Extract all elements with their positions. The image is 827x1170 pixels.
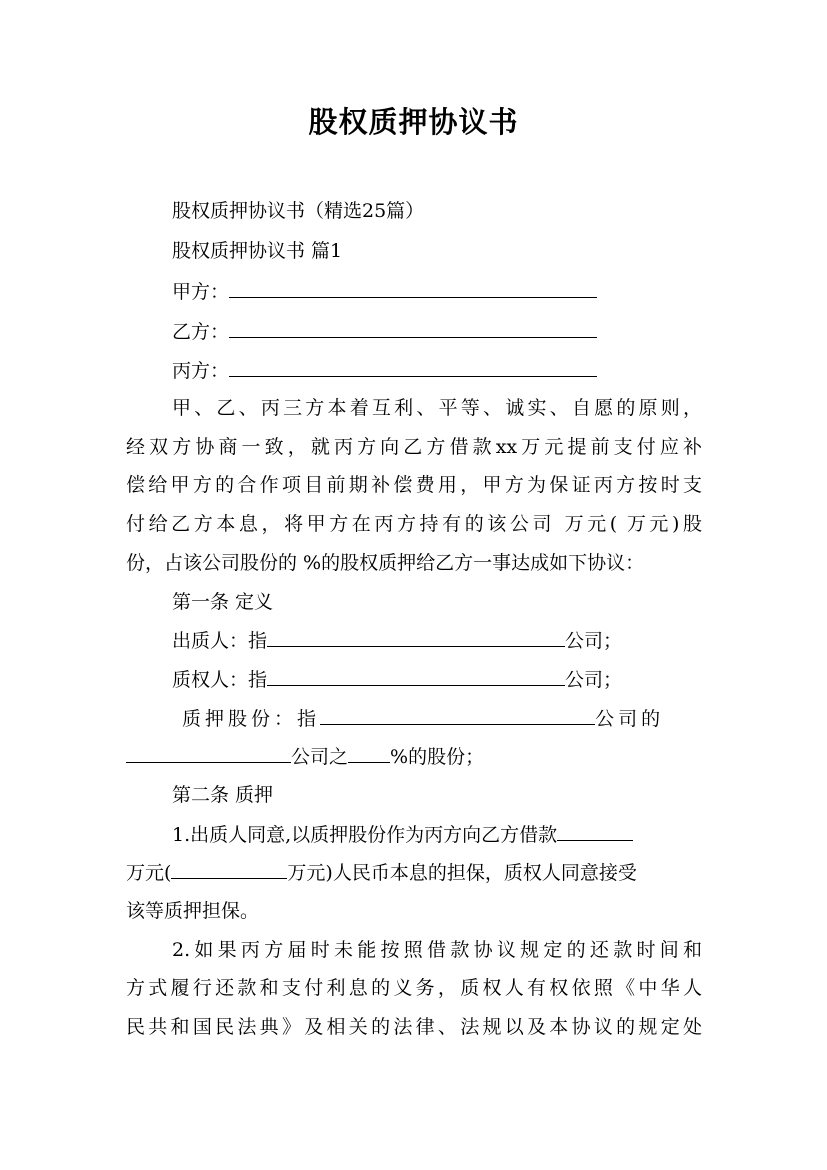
pledgor-blank — [267, 625, 565, 647]
clause1-line1 — [172, 819, 702, 849]
pledgor-prefix: 出质人：指 — [172, 630, 268, 652]
pledged-shares-suffix: 公司的 — [595, 708, 665, 730]
section-heading: 股权质押协议书 篇1 — [172, 240, 343, 262]
clause1-line3: 该等质押担保。 — [126, 900, 260, 922]
document-title: 股权质押协议书 — [308, 105, 519, 139]
intro-line: 付给乙方本息，将甲方在丙方持有的该公司 万元( 万元)股 — [126, 513, 702, 535]
pledged-shares-blank — [320, 703, 595, 725]
clause2-line: 方式履行还款和支付利息的义务，质权人有权依照《中华人 — [126, 977, 702, 999]
pledged-company-blank — [126, 741, 291, 763]
intro-line: 经双方协商一致，就丙方向乙方借款xx万元提前支付应补 — [126, 436, 702, 458]
party-b-blank — [229, 316, 597, 338]
clause1-prefix: 万元( — [126, 862, 172, 884]
article2-heading: 第二条 质押 — [172, 784, 274, 806]
clause2-line: 2.如果丙方届时未能按照借款协议规定的还款时间和 — [172, 939, 702, 961]
pledged-shares-line2 — [126, 741, 702, 771]
pledgee-line — [172, 664, 702, 694]
intro-line: 偿给甲方的合作项目前期补偿费用，甲方为保证丙方按时支 — [126, 474, 702, 496]
party-a-blank — [229, 276, 597, 298]
pledged-shares-line — [172, 703, 702, 733]
pledgee-blank — [267, 664, 565, 686]
intro-line: 份，占该公司股份的 %的股权质押给乙方一事达成如下协议： — [126, 552, 645, 574]
party-c-blank — [229, 355, 597, 377]
pledgor-line — [172, 625, 702, 655]
clause1-line2 — [126, 857, 702, 887]
loan-amount-words-blank — [171, 857, 287, 879]
party-a-line — [172, 276, 702, 306]
clause1-text: 1.出质人同意,以质押股份作为丙方向乙方借款 — [172, 824, 558, 846]
clause1-suffix: 万元)人民币本息的担保，质权人同意接受 — [287, 862, 637, 884]
document-subtitle: 股权质押协议书（精选25篇） — [172, 200, 425, 222]
pledgee-suffix: 公司； — [565, 669, 623, 691]
article1-heading: 第一条 定义 — [172, 591, 274, 613]
pledgor-suffix: 公司； — [565, 630, 623, 652]
party-a-label: 甲方： — [172, 281, 230, 303]
pledged-shares-prefix: 质押股份：指 — [182, 708, 321, 730]
loan-amount-blank — [557, 819, 633, 841]
pledged-percent-blank — [348, 741, 390, 763]
pledged-shares-end: %的股份； — [390, 746, 485, 768]
intro-line: 甲、乙、丙三方本着互利、平等、诚实、自愿的原则， — [172, 397, 702, 419]
party-c-line — [172, 355, 702, 385]
pledged-shares-mid: 公司之 — [291, 746, 349, 768]
clause2-line: 民共和国民法典》及相关的法律、法规以及本协议的规定处 — [126, 1016, 702, 1038]
party-b-line — [172, 316, 702, 346]
party-c-label: 丙方： — [172, 360, 230, 382]
pledgee-prefix: 质权人：指 — [172, 669, 268, 691]
party-b-label: 乙方： — [172, 321, 230, 343]
